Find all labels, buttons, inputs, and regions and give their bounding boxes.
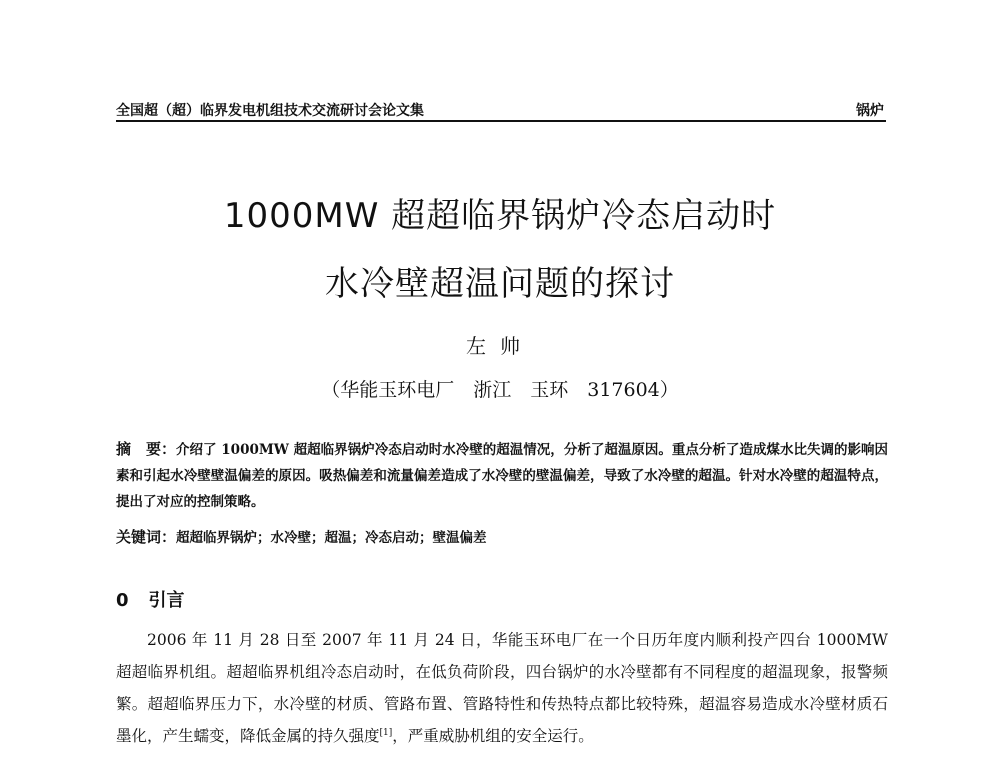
keywords-text: 超超临界锅炉；水冷壁；超温；冷态启动；壁温偏差 [176, 530, 487, 546]
body-text-tail: ，严重威胁机组的安全运行。 [392, 727, 594, 745]
section-number: 0 [116, 590, 129, 611]
section-title: 引言 [148, 590, 185, 611]
author-affiliation: （华能玉环电厂 浙江 玉环 317604） [321, 379, 679, 401]
abstract-label: 摘 要： [116, 440, 177, 458]
running-header [116, 98, 886, 122]
keywords [116, 526, 888, 547]
abstract-text: 介绍了 1000MW 超超临界锅炉冷态启动时水冷壁的超温情况，分析了超温原因。重点分析了造成煤水比失调的影响因素和引起水冷壁壁温偏差的原因。吸热偏差和流量偏差造成了水冷壁的壁温偏差，导致了水冷壁的超温。针对水冷壁的超温特点，提出了对应的控制策略。 [116, 442, 888, 510]
body-paragraph [116, 624, 888, 752]
body-text-main: 2006 年 11 月 28 日至 2007 年 11 月 24 日，华能玉环电厂在一个日历年度内顺利投产四台 1000MW 超超临界机组。超超临界机组冷态启动时，在低负荷阶段，四台锅炉的水冷壁都有不同程度的超温现象，报警频繁。超超临界压力下，水冷壁的材质、管路布置、管路特性和传热特点都比较特殊，超温容易造成水冷壁材质石墨化，产生蠕变，降低金属的持久强度 [116, 631, 888, 745]
paper-title-line-2: 水冷壁超温问题的探讨 [325, 264, 675, 304]
keywords-label: 关键词： [116, 528, 177, 546]
author-name: 左帅 [466, 334, 534, 358]
proceedings-title: 全国超（超）临界发电机组技术交流研讨会论文集 [116, 103, 424, 119]
abstract [116, 436, 888, 515]
section-category: 锅炉 [856, 103, 884, 119]
citation-ref: [1] [379, 727, 393, 738]
section-heading [116, 586, 185, 612]
paper-title-line-1: 1000MW 超超临界锅炉冷态启动时 [223, 196, 777, 236]
